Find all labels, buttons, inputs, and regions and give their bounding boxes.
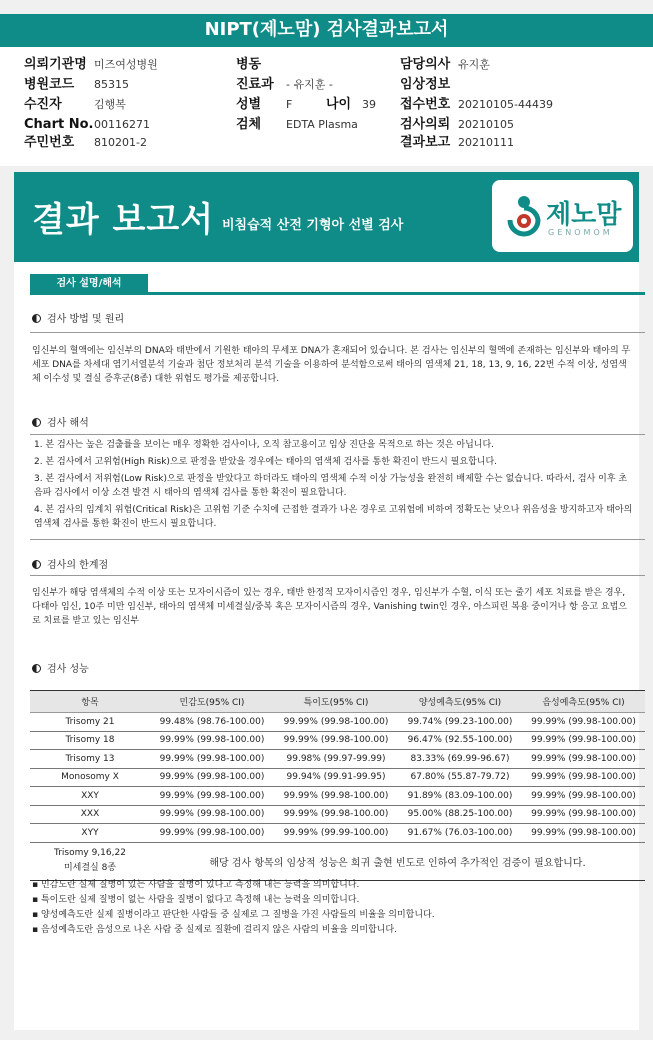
receipt-label: 접수번호 [400, 97, 451, 112]
column-header: 양성예측도(95% CI) [398, 691, 522, 713]
column-header: 음성예측도(95% CI) [522, 691, 645, 713]
institution-value: 미즈여성병원 [94, 58, 158, 71]
interpretation-list [34, 438, 634, 531]
hospital-code-value: 85315 [94, 78, 129, 91]
extra-label-2: 미세결실 8종 [63, 863, 117, 873]
chart-label: Chart No. [24, 117, 94, 132]
table-cell: 99.99% (99.98-100.00) [150, 750, 274, 769]
extra-label-1: Trisomy 9,16,22 [54, 848, 126, 858]
result-banner [14, 172, 639, 262]
chart-value: 00116271 [94, 118, 150, 131]
report-date-value: 20210111 [458, 136, 514, 149]
table-header-row [30, 691, 645, 713]
table-cell: 99.99% (99.98-100.00) [274, 713, 398, 732]
table-row [30, 768, 645, 787]
table-row [30, 731, 645, 750]
dept-label: 진료과 [236, 77, 274, 92]
ward-label: 병동 [236, 57, 262, 72]
table-cell: 91.67% (76.03-100.00) [398, 824, 522, 843]
table-cell: XYY [30, 824, 150, 843]
institution-label: 의뢰기관명 [24, 57, 87, 72]
table-cell: 99.99% (99.98-100.00) [522, 750, 645, 769]
divider [30, 434, 645, 435]
footnote: ▪ 음성예측도란 음성으로 나온 사람 중 실제로 질환에 걸리지 않은 사람의 비율을 의미합니다. [32, 925, 397, 935]
ssn-label: 주민번호 [24, 135, 75, 150]
method-heading-text: 검사 방법 및 원리 [47, 314, 125, 325]
table-row [30, 787, 645, 806]
table-cell: 67.80% (55.87-79.72) [398, 768, 522, 787]
table-cell: XXX [30, 805, 150, 824]
logo-text: 제노맘 [546, 200, 622, 230]
table-cell: 99.74% (99.23-100.00) [398, 713, 522, 732]
list-item: 4. 본 검사의 임계치 위험(Critical Risk)은 고위험 기준 수치에 근접한 결과가 나온 경우로 고위험에 비하여 정확도는 낮으나 위음성을 방지하고자 태아의 염색체 검사를 통한 확진이 반드시 필요합니다. [34, 505, 633, 529]
table-cell: 99.99% (99.98-100.00) [150, 731, 274, 750]
genomom-logo [492, 180, 633, 252]
report-content [14, 262, 639, 1030]
footnote: ▪ 민감도란 실제 질병이 있는 사람을 질병이 있다고 측정해 내는 능력을 의미합니다. [32, 880, 360, 890]
column-header: 특이도(95% CI) [274, 691, 398, 713]
method-heading [32, 310, 124, 325]
extra-note: 해당 검사 항목의 임상적 성능은 희귀 출현 빈도로 인하여 추가적인 검증이 필요합니다. [150, 842, 645, 880]
table-cell: 96.47% (92.55-100.00) [398, 731, 522, 750]
divider [30, 575, 645, 576]
info-row [0, 95, 653, 115]
footnote: ▪ 특이도란 실제 질병이 없는 사람을 질병이 없다고 측정해 내는 능력을 의미합니다. [32, 895, 360, 905]
request-value: 20210105 [458, 118, 514, 131]
limits-heading [32, 556, 108, 571]
divider [30, 332, 645, 333]
dept-value: - 유지훈 - [286, 78, 333, 91]
table-cell: 99.99% (99.98-100.00) [150, 805, 274, 824]
table-cell: Trisomy 13 [30, 750, 150, 769]
doctor-label: 담당의사 [400, 57, 451, 72]
table-cell: 99.99% (99.98-100.00) [522, 824, 645, 843]
ssn-value: 810201-2 [94, 136, 147, 149]
receipt-value: 20210105-44439 [458, 98, 553, 111]
info-row [0, 55, 653, 75]
table-cell: 99.99% (99.98-100.00) [522, 768, 645, 787]
table-cell: 99.99% (99.98-100.00) [522, 805, 645, 824]
table-cell: 99.99% (99.98-100.00) [522, 731, 645, 750]
sampler-value: 김행복 [94, 98, 126, 111]
table-cell [30, 842, 150, 880]
table-cell: 99.99% (99.98-100.00) [150, 824, 274, 843]
age-value: 39 [362, 98, 376, 111]
table-cell: 99.99% (99.98-100.00) [522, 787, 645, 806]
table-row [30, 805, 645, 824]
table-cell: 91.89% (83.09-100.00) [398, 787, 522, 806]
table-cell: 99.99% (99.98-100.00) [150, 787, 274, 806]
clinical-label: 임상정보 [400, 77, 451, 92]
limits-heading-text: 검사의 한계점 [47, 560, 109, 571]
table-cell: 95.00% (88.25-100.00) [398, 805, 522, 824]
table-row [30, 824, 645, 843]
table-cell: 99.99% (99.98-100.00) [274, 787, 398, 806]
table-row [30, 713, 645, 732]
sex-value: F [286, 98, 293, 111]
specimen-label: 검체 [236, 117, 262, 132]
info-row [0, 75, 653, 95]
banner-subtitle: 비침습적 산전 기형아 선별 검사 [222, 218, 404, 233]
logo-subtext: GENOMOM [548, 228, 613, 237]
table-cell: XXY [30, 787, 150, 806]
table-cell: 99.99% (99.98-100.00) [274, 731, 398, 750]
hospital-code-label: 병원코드 [24, 77, 75, 92]
report-date-label: 결과보고 [400, 135, 451, 150]
interpretation-heading-text: 검사 해석 [47, 418, 89, 429]
table-cell: Trisomy 21 [30, 713, 150, 732]
table-cell: Monosomy X [30, 768, 150, 787]
footnote: ▪ 양성예측도란 실제 질병이라고 판단한 사람들 중 실제로 그 질병을 가진 사람들의 비율을 의미합니다. [32, 910, 435, 920]
table-row [30, 750, 645, 769]
info-row [0, 133, 653, 153]
column-header: 항목 [30, 691, 150, 713]
doctor-value: 유지훈 [458, 58, 490, 71]
interpretation-heading [32, 414, 89, 429]
list-item: 3. 본 검사에서 저위험(Low Risk)으로 판정을 받았다고 하더라도 태아의 염색체 수적 이상 가능성을 완전히 배제할 수는 없습니다. 따라서, 검사 이후 초음파 검사에서 이상 소견 발견 시 태아의 염색체 검사를 통한 확진이 필요합니다. [34, 474, 628, 498]
column-header: 민감도(95% CI) [150, 691, 274, 713]
performance-table [30, 690, 645, 881]
sex-label: 성별 [236, 97, 262, 112]
footnotes [32, 878, 632, 938]
table-cell: Trisomy 18 [30, 731, 150, 750]
table-cell: 83.33% (69.99-96.67) [398, 750, 522, 769]
section-divider [30, 292, 645, 295]
half-circle-icon [32, 418, 41, 427]
method-text: 임신부의 혈액에는 임신부의 DNA와 태반에서 기원한 태아의 무세포 DNA가 혼재되어 있습니다. 본 검사는 임신부의 혈액에 존재하는 임신부와 태아의 무세포 DNA를 차세대 염기서열분석 기술과 첨단 정보처리 분석 기술을 이용하여 분석함으로써 태아의 염색체 21, 18, 13, 9, 16, 22번 수적 이상, 성염색체 이수성 및 결실 증후군(8종) 대한 위험도 평가를 제공합니다. [32, 346, 631, 384]
table-cell: 99.98% (99.97-99.99) [274, 750, 398, 769]
section-tab: 검사 설명/해석 [30, 274, 148, 294]
table-cell: 99.99% (99.98-100.00) [150, 768, 274, 787]
table-cell: 99.94% (99.91-99.95) [274, 768, 398, 787]
report-title: NIPT(제노맘) 검사결과보고서 [0, 14, 653, 46]
banner-title: 결과 보고서 [32, 200, 215, 240]
patient-info [0, 46, 653, 166]
specimen-value: EDTA Plasma [286, 118, 358, 131]
table-cell: 99.99% (99.99-100.00) [274, 824, 398, 843]
request-label: 검사의뢰 [400, 117, 451, 132]
divider [30, 539, 645, 540]
list-item: 1. 본 검사는 높은 검출률을 보이는 매우 정확한 검사이나, 오직 참고용이고 임상 진단을 목적으로 하는 것은 아닙니다. [34, 440, 495, 450]
sampler-label: 수진자 [24, 97, 62, 112]
list-item: 2. 본 검사에서 고위험(High Risk)으로 판정을 받았을 경우에는 태아의 염색체 검사를 통한 확진이 반드시 필요합니다. [34, 457, 498, 467]
table-cell: 99.99% (99.98-100.00) [522, 713, 645, 732]
genomom-logo-icon [504, 194, 544, 238]
limits-text: 임신부가 해당 염색체의 수적 이상 또는 모자이시즘이 있는 경우, 태반 한정적 모자이시즘인 경우, 임신부가 수혈, 이식 또는 줄기 세포 치료를 받은 경우, 다태아 임신, 10주 미만 임신부, 태아의 염색체 미세결실/중복 혹은 모자이시즘의 경우, Vanishing twin인 경우, 아스피린 복용 중이거나 항 응고 요법으로 치료를 받고 있는 임신부 [32, 588, 627, 626]
table-cell: 99.48% (98.76-100.00) [150, 713, 274, 732]
info-row [0, 115, 653, 135]
performance-heading [32, 660, 89, 675]
performance-heading-text: 검사 성능 [47, 664, 89, 675]
half-circle-icon [32, 560, 41, 569]
age-label: 나이 [326, 97, 352, 112]
half-circle-icon [32, 664, 41, 673]
half-circle-icon [32, 314, 41, 323]
table-row [30, 842, 645, 880]
table-cell: 99.99% (99.98-100.00) [274, 805, 398, 824]
